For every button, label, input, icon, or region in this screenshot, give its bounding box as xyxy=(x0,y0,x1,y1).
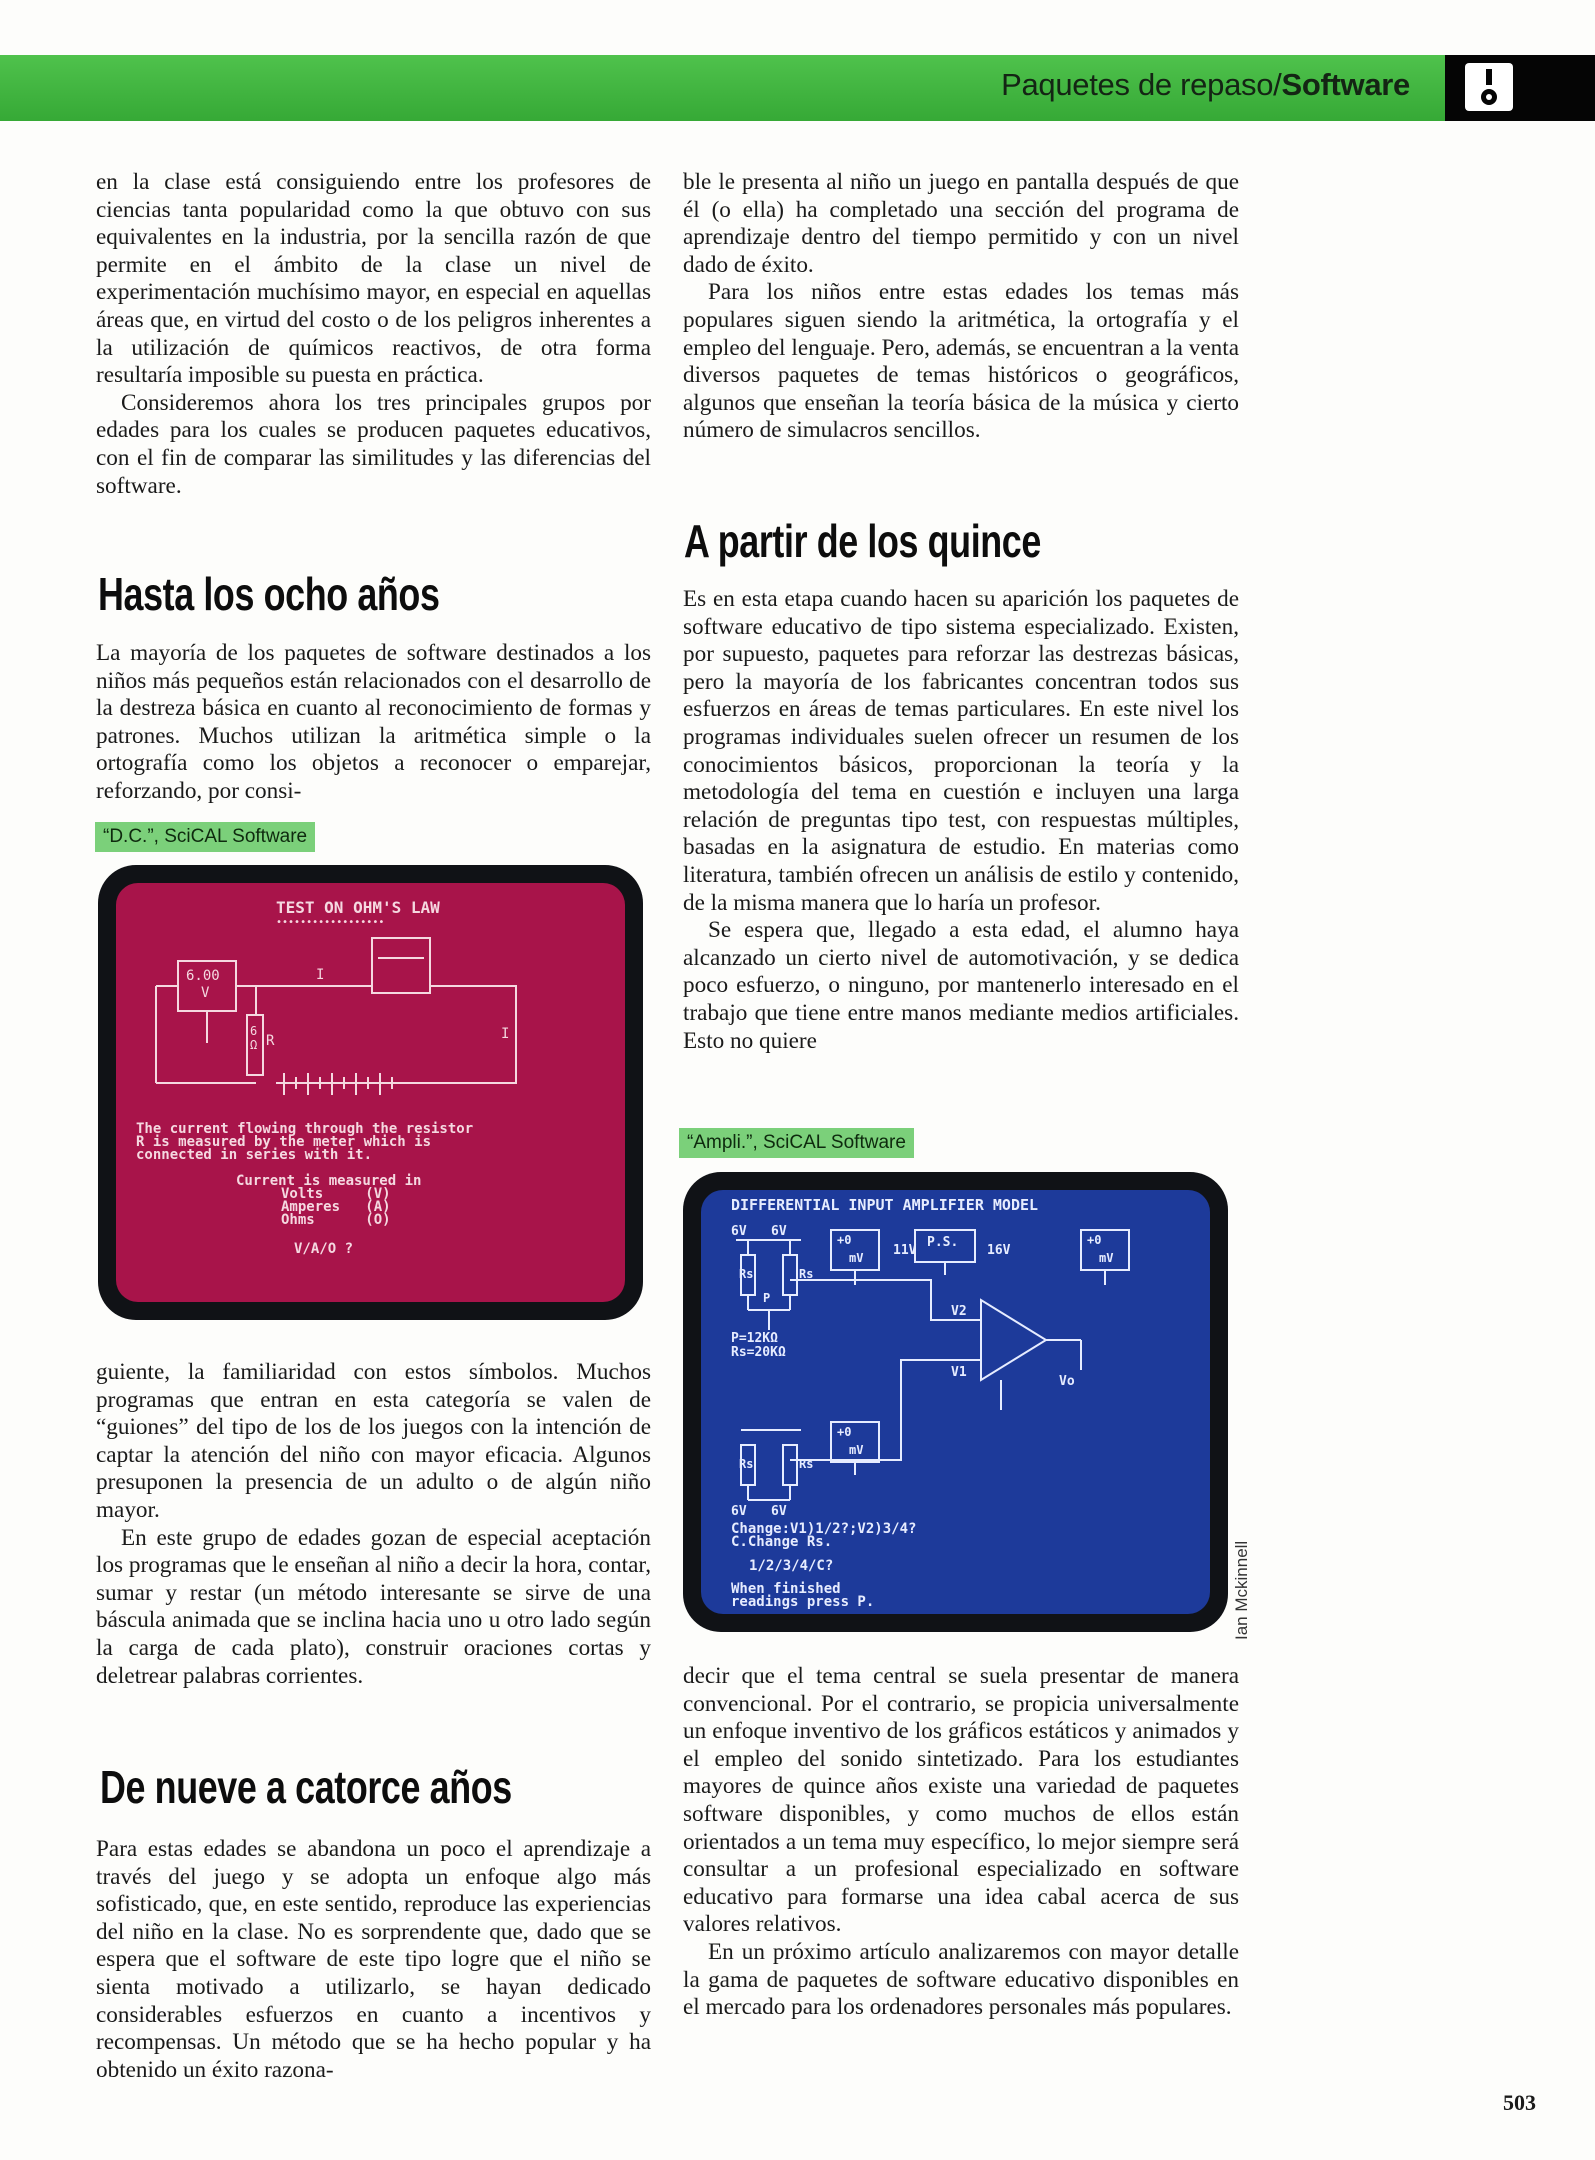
option: Volts (V) xyxy=(281,1186,391,1202)
paragraph: Consideremos ahora los tres principales grupos por edades para los cuales se producen paquetes educativos, con el fin de comparar las similitudes y las diferencias del software. xyxy=(96,389,651,499)
paragraph: Se espera que, llegado a esta edad, el alumno haya alcanzado un cierto nivel de automotivación, y se dedica poco esfuerzo, o ninguno, por mantenerlo interesado en el trabajo que tiene entre manos mediante medios artificiales. Esto no quiere xyxy=(683,917,1239,1054)
paragraph: ble le presenta al niño un juego en pantalla después de que él (o ella) ha completado una sección del programa de aprendizaje dentro del tiempo permitido y con un nivel dado de éxito. xyxy=(683,169,1239,278)
screen-text: R is measured by the meter which is xyxy=(136,1134,432,1150)
disk-icon xyxy=(1465,63,1513,111)
current-label: I xyxy=(501,1026,510,1042)
input-label: V2 xyxy=(951,1304,967,1319)
meter-zero: +0 xyxy=(1087,1233,1102,1247)
screen-text: Change:V1)1/2?;V2)3/4? xyxy=(731,1521,917,1537)
left-intro xyxy=(96,169,651,500)
running-head: Paquetes de repaso/Software xyxy=(1001,67,1410,102)
screen-title: DIFFERENTIAL INPUT AMPLIFIER MODEL xyxy=(731,1196,1039,1214)
left-section1-cont xyxy=(96,1359,651,1690)
paragraph: Es en esta etapa cuando hacen su aparición los paquetes de software educativo de tipo sistema especializado. Existen, por supuesto, paquetes para reforzar las destrezas básicas, pero la mayoría de los fabricantes concentran todos sus esfuerzos en áreas de temas particulares. En este nivel los programas individuales suelen ofrecer un resumen de los conocimientos básicos, proporcionan la teoría y la metodología del tema en cuestión e incluyen una larga relación de preguntas tipo test, con respuestas múltiples, basadas en la asignatura de estudio. En materias como literatura, también ofrecen un análisis de estilo y contenido, de la misma manera que lo haría un profesor. xyxy=(683,586,1239,916)
amplifier-diagram xyxy=(736,1230,1129,1500)
figure2-screen xyxy=(701,1190,1210,1614)
figure-caption: “D.C.”, SciCAL Software xyxy=(95,822,315,852)
current-label: I xyxy=(316,967,325,983)
screen-title-underline: •••••••••••••••••• xyxy=(276,917,385,928)
resistor-label: Rs xyxy=(799,1457,814,1471)
meter-unit: V xyxy=(201,985,210,1001)
paragraph: guiente, la familiaridad con estos símbolos. Muchos programas que entran en esta categoría se valen de “guiones” del tipo de los de los juegos con la intención de captar la atención del niño con mayor eficacia. Algunos presuponen la presencia de un adulto o de algún niño mayor. xyxy=(96,1359,651,1523)
figure1-screen xyxy=(116,883,625,1302)
figure-caption: “Ampli.”, SciCAL Software xyxy=(679,1128,914,1158)
prompt: V/A/O ? xyxy=(294,1241,354,1257)
option: Amperes (A) xyxy=(281,1199,391,1215)
header-bar xyxy=(0,55,1595,121)
meter-unit: mV xyxy=(849,1251,864,1265)
section-heading: De nueve a catorce años xyxy=(100,1761,512,1813)
photo-credit: Ian Mckinnell xyxy=(1232,1540,1251,1640)
voltage-label: 6V xyxy=(771,1224,787,1239)
circuit-diagram xyxy=(156,938,516,1095)
screen-title: TEST ON OHM'S LAW xyxy=(276,898,440,917)
screen-text: C.Change Rs. xyxy=(731,1534,833,1550)
resistor-value: 6 xyxy=(250,1024,258,1038)
voltage-label: 11V xyxy=(893,1243,917,1258)
paragraph: Para los niños entre estas edades los temas más populares siguen siendo la aritmética, la ortografía y el empleo del lenguaje. Pero, además, se encuentran a la venta diversos paquetes de temas históricos o geográficos, algunos que enseñan la teoría básica de la música y cierto número de simulacros sencillos. xyxy=(683,279,1239,444)
resistor-label: Rs xyxy=(739,1267,754,1281)
meter-unit: mV xyxy=(849,1443,864,1457)
voltage-label: 6V xyxy=(771,1504,787,1519)
section-heading: A partir de los quince xyxy=(684,515,1041,567)
header-tab xyxy=(1445,55,1595,121)
figure2-monitor xyxy=(683,1172,1228,1632)
screen-text: readings press P. xyxy=(731,1594,875,1610)
pot-label: P xyxy=(763,1291,771,1305)
paragraph: En un próximo artículo analizaremos con mayor detalle la gama de paquetes de software educativo disponibles en el mercado para los ordenadores personales más populares. xyxy=(683,1938,1239,2021)
meter-value: 6.00 xyxy=(186,968,220,984)
left-section1 xyxy=(96,640,651,806)
option: Ohms (O) xyxy=(281,1212,391,1228)
output-label: Vo xyxy=(1059,1374,1075,1389)
paragraph: Para estas edades se abandona un poco el aprendizaje a través del juego y se adopta un enfoque algo más sofisticado, que, en este sentido, reproduce las experiencias del niño en la clase. No es sorprendente que, dado que se espera que el software de este tipo logre que el niño se sienta motivado a utilizarlo, se hayan dedicado considerables esfuerzos en cuanto a incentivos y recompensas. Un método que se ha hecho popular y ha obtenido un éxito razona- xyxy=(96,1836,651,2083)
left-section2 xyxy=(96,1836,651,2084)
meter-zero: +0 xyxy=(837,1233,852,1247)
paragraph: En este grupo de edades gozan de especial aceptación los programas que le enseñan al niño a decir la hora, contar, sumar y restar (un método interesante se sirve de una báscula animada que se inclina hacia uno u otro lado según la carga de cada plato), construir oraciones cortas y deletrear palabras corrientes. xyxy=(96,1524,651,1689)
voltage-label: 6V xyxy=(731,1504,747,1519)
paragraph: La mayoría de los paquetes de software destinados a los niños más pequeños están relacionados con el desarrollo de la destreza básica en cuanto al reconocimiento de formas y patrones. Muchos utilizan la aritmética simple o la ortografía como los objetos a reconocer o emparejar, reforzando, por consi- xyxy=(96,640,651,804)
right-section3 xyxy=(683,586,1239,1055)
right-intro xyxy=(683,169,1239,445)
power-supply-label: P.S. xyxy=(927,1235,959,1250)
rs-value: Rs=20KΩ xyxy=(731,1345,786,1360)
paragraph: en la clase está consiguiendo entre los profesores de ciencias tanta popularidad como la que obtuvo con sus equivalentes en la industria, por la sencilla razón de que permite en el ámbito de la clase un nivel de experimentación muchísimo mayor, en especial en aquellas áreas que, en virtud del costo o de los peligros inherentes a la utilización de químicos reactivos, de otra forma resultaría imposible su puesta en práctica. xyxy=(96,169,651,389)
ohm-symbol: Ω xyxy=(250,1038,258,1052)
pot-value: P=12KΩ xyxy=(731,1331,778,1346)
right-section3-cont xyxy=(683,1663,1239,2022)
voltage-label: 6V xyxy=(731,1224,747,1239)
meter-unit: mV xyxy=(1099,1251,1114,1265)
section-heading: Hasta los ocho años xyxy=(98,568,440,620)
resistor-label: Rs xyxy=(799,1267,814,1281)
paragraph: decir que el tema central se suela presentar de manera convencional. Por el contrario, se propicia universalmente un enfoque inventivo de los gráficos estáticos y animados y el empleo del sonido sintetizado. Para los estudiantes mayores de quince años existe una variedad de paquetes software disponibles, y como muchos de ellos están orientados a un tema muy específico, lo mejor siempre será consultar a un profesional especializado en software educativo para formarse una idea cabal acerca de sus valores relativos. xyxy=(683,1663,1239,1938)
voltage-label: 16V xyxy=(987,1243,1011,1258)
meter-zero: +0 xyxy=(837,1425,852,1439)
figure1-monitor xyxy=(98,865,643,1320)
screen-text: connected in series with it. xyxy=(136,1147,373,1163)
screen-text: The current flowing through the resistor xyxy=(136,1121,474,1137)
resistor-label: Rs xyxy=(739,1457,754,1471)
screen-text: 1/2/3/4/C? xyxy=(749,1558,834,1574)
screen-text: When finished xyxy=(731,1581,841,1597)
question: Current is measured in xyxy=(236,1173,422,1189)
resistor-label: R xyxy=(266,1033,275,1049)
input-label: V1 xyxy=(951,1365,967,1380)
page-number: 503 xyxy=(1503,2090,1536,2115)
